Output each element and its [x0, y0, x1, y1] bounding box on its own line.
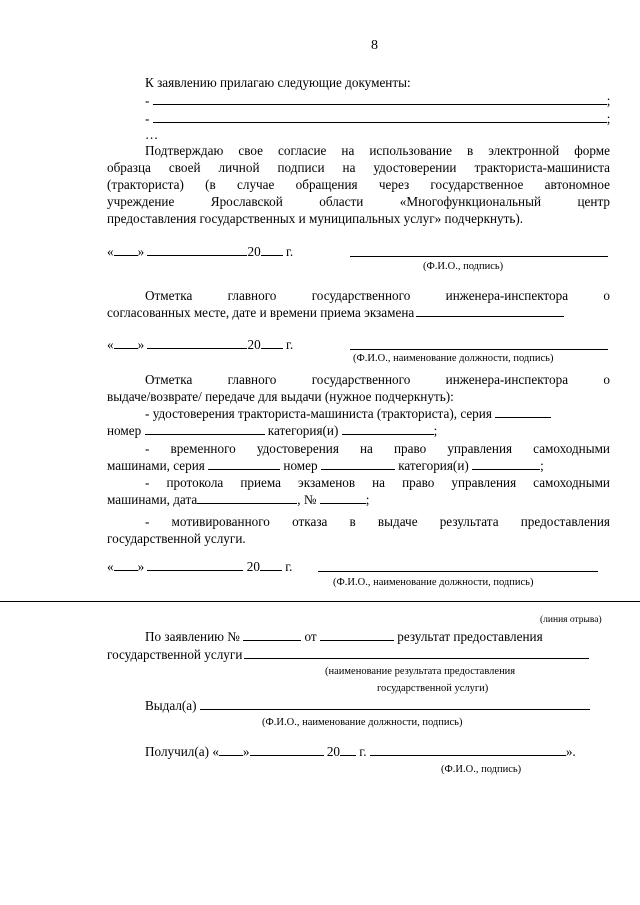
year-blank-3[interactable]	[260, 558, 282, 571]
result-caption-2: государственной услуги)	[377, 683, 489, 694]
signature-line-3[interactable]	[318, 571, 598, 572]
consent-line-1: Подтверждаю свое согласие на использование в электронной форме	[145, 143, 610, 158]
attachments-intro: К заявлению прилагаю следующие документы:	[145, 75, 411, 90]
page-number: 8	[371, 38, 378, 53]
item-4-line-1: - мотивированного отказа в выдаче результата предоставления	[145, 514, 610, 529]
day-blank-3[interactable]	[114, 558, 138, 571]
signature-line-1[interactable]	[350, 256, 608, 257]
consent-line-3: (тракториста) (в случае обращения через государственное автономное	[107, 177, 610, 192]
tear-line-label: (линия отрыва)	[540, 615, 602, 625]
item-2-line-2: машинами, серия номер категория(и) ;	[107, 458, 544, 473]
application-number-blank[interactable]	[243, 628, 301, 641]
item-2-category-blank[interactable]	[472, 457, 540, 470]
item-3-date-blank[interactable]	[197, 491, 297, 504]
received-signature-blank[interactable]	[370, 743, 566, 756]
received-caption: (Ф.И.О., подпись)	[441, 764, 522, 775]
month-blank-2[interactable]	[147, 336, 247, 349]
day-blank-2[interactable]	[114, 336, 138, 349]
item-3-line-1: - протокола приема экзаменов на право управления самоходными	[145, 475, 610, 490]
attachment-line-1: - ;	[145, 93, 611, 108]
result-name-blank[interactable]	[244, 646, 589, 659]
item-2-series-blank[interactable]	[208, 457, 280, 470]
issue-mark-line-2: выдаче/возврате/ передаче для выдачи (нужное подчеркнуть):	[107, 389, 454, 404]
date-line-3: « » 20 г.	[107, 559, 293, 574]
received-month-blank[interactable]	[250, 743, 324, 756]
issue-mark-line-1: Отметка главного государственного инженера-инспектора о	[145, 372, 610, 387]
result-line-2: государственной услуги	[107, 646, 589, 663]
item-1-line-2: номер категория(и) ;	[107, 423, 438, 438]
signature-line-2[interactable]	[350, 349, 608, 350]
attachment-blank-1[interactable]	[153, 92, 607, 105]
consent-line-5: предоставления государственных и муниципальных услуг» подчеркнуть).	[107, 211, 524, 226]
application-date-blank[interactable]	[320, 628, 394, 641]
item-1-line-1: - удостоверения тракториста-машиниста (тракториста), серия	[145, 405, 551, 422]
consent-line-2: образца своей личной подписи на удостоверении тракториста-машиниста	[107, 160, 610, 175]
issued-line: Выдал(а)	[145, 697, 590, 714]
year-blank-1[interactable]	[261, 243, 283, 256]
month-blank-1[interactable]	[147, 243, 247, 256]
item-3-number-blank[interactable]	[320, 491, 366, 504]
attachments-ellipsis: …	[145, 127, 159, 142]
signature-caption-2: (Ф.И.О., наименование должности, подпись)	[353, 353, 554, 364]
attachment-line-2: - ;	[145, 111, 611, 126]
result-line-1: По заявлению № от результат предоставления	[145, 629, 543, 644]
signature-caption-3: (Ф.И.О., наименование должности, подпись)	[333, 577, 534, 588]
item-1-series-blank[interactable]	[495, 405, 551, 418]
item-3-line-2: машинами, дата , № ;	[107, 492, 370, 507]
date-line-1: « » 20 г.	[107, 244, 294, 259]
signature-caption-1: (Ф.И.О., подпись)	[423, 261, 504, 272]
received-year-blank[interactable]	[340, 743, 356, 756]
year-blank-2[interactable]	[261, 336, 283, 349]
date-line-2: « » 20 г.	[107, 337, 294, 352]
day-blank-1[interactable]	[114, 243, 138, 256]
attachment-blank-2[interactable]	[153, 110, 607, 123]
issued-caption: (Ф.И.О., наименование должности, подпись)	[262, 717, 463, 728]
exam-mark-line-2: согласованных месте, дате и времени приема экзамена	[107, 304, 564, 321]
issued-blank[interactable]	[200, 697, 590, 710]
month-blank-3[interactable]	[147, 558, 243, 571]
item-1-number-blank[interactable]	[145, 422, 265, 435]
consent-line-4: учреждение Ярославской области «Многофункциональный центр	[107, 194, 610, 209]
tear-line	[0, 601, 640, 602]
item-1-category-blank[interactable]	[342, 422, 434, 435]
result-caption-1: (наименование результата предоставления	[325, 666, 516, 677]
received-line: Получил(а) « » 20 г. ».	[145, 744, 576, 759]
item-2-number-blank[interactable]	[321, 457, 395, 470]
item-2-line-1: - временного удостоверения на право управления самоходными	[145, 441, 610, 456]
exam-place-blank[interactable]	[416, 304, 564, 317]
item-4-line-2: государственной услуги.	[107, 531, 246, 546]
received-day-blank[interactable]	[219, 743, 243, 756]
exam-mark-line-1: Отметка главного государственного инженера-инспектора о	[145, 288, 610, 303]
